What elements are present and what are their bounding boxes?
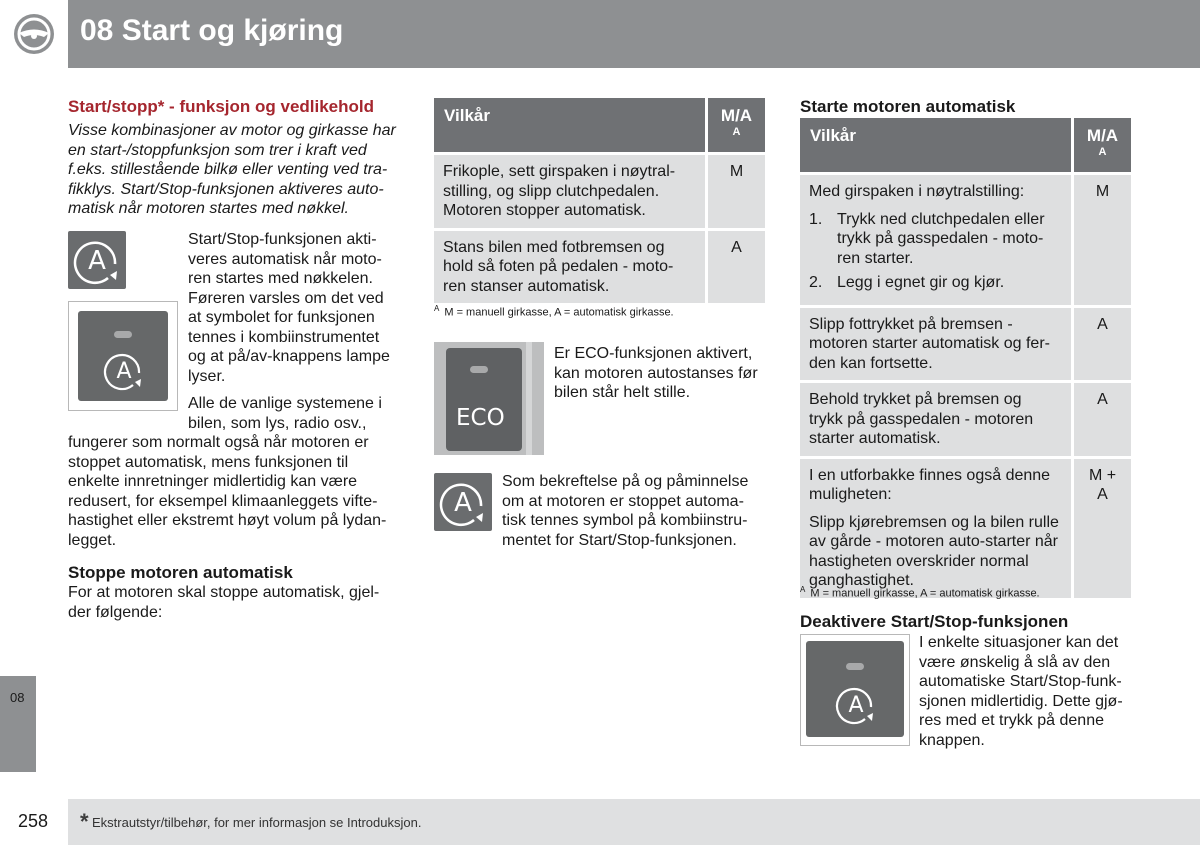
button-lamp-indicator <box>846 663 864 670</box>
heading-deactivate: Deaktivere Start/Stop-funksjonen <box>800 612 1069 631</box>
chapter-title: 08 Start og kjøring <box>80 14 344 47</box>
confirmation-text: Som bekreftelse på og påminnelse om at motoren er stoppet automa- tisk tennes symbol på kombiinstru- mentet for Start/Stop-funksjonen. <box>502 473 749 549</box>
start-stop-button-image <box>800 634 910 746</box>
header-condition: Vilkår <box>434 98 705 152</box>
eco-text: Er ECO-funksjonen aktivert, kan motoren autostanses før bilen står helt stille. <box>554 345 758 401</box>
table-row: Med girspaken i nøytralstilling: 1. Trykk ned clutchpedalen eller trykk på gasspedalen - moto- ren starter. 2. Legg i egnet gir og kjør. M <box>800 175 1131 305</box>
heading-stop-engine: Stoppe motoren automatisk <box>68 563 293 582</box>
header-ma: M/A A <box>1071 118 1131 172</box>
header-condition: Vilkår <box>800 118 1071 172</box>
svg-text:A: A <box>88 246 106 276</box>
systems-paragraph: fungerer som normalt også når motoren er stoppet automatisk, mens funksjonen til enkelte innretninger midlertidig kan være redusert, for eksempel klimaanleggets vifte- hastighet eller ekstremt høyt volum på lydan- legget. <box>68 434 387 549</box>
activation-paragraph: Start/Stop-funksjonen akti- veres automatisk når moto- ren startes med nøkkelen. Føreren varsles om det ved at symbolet for funksjonen tennes i kombiinstrumentet og at på/av-knappens lampe lyser. <box>188 231 390 385</box>
chapter-icon-box <box>0 0 68 68</box>
table-row: Behold trykket på bremsen og trykk på gasspedalen - motoren starter automatisk. A <box>800 383 1131 456</box>
table-header-row <box>800 118 1131 172</box>
footer-note: Ekstrautstyr/tilbehør, for mer informasjon se Introduksjon. <box>92 815 422 830</box>
eco-lamp-indicator <box>470 366 488 373</box>
deactivate-text: I enkelte situasjoner kan det være ønskelig å slå av den automatiske Start/Stop-funk- sjonen midlertidig. Dette gjø- res med et trykk på denne knappen. <box>919 634 1123 749</box>
table-footnote: $^A$ M = manuell girkasse, A = automatisk girkasse. <box>800 585 1040 600</box>
start-stop-button-image <box>68 301 178 411</box>
auto-start-stop-symbol-icon <box>68 231 126 289</box>
button-lamp-indicator <box>114 331 132 338</box>
chapter-header <box>0 0 1200 68</box>
systems-paragraph-start: Alle de vanlige systemene i bilen, som lys, radio osv., <box>188 395 382 432</box>
start-conditions-table <box>800 115 1131 601</box>
auto-start-stop-button-symbol-icon <box>833 681 879 727</box>
chapter-side-tab <box>0 676 36 772</box>
eco-button-image <box>434 342 544 455</box>
table-row: Slipp fottrykket på bremsen - motoren starter automatisk og fer- den kan fortsette. A <box>800 308 1131 381</box>
table-row: Frikople, sett girspaken i nøytral- stilling, og slipp clutchpedalen. Motoren stopper automatisk. M <box>434 155 765 228</box>
section-title-start-stop: Start/stopp* - funksjon og vedlikehold <box>68 97 375 116</box>
stop-conditions-table <box>434 95 765 306</box>
page-number: 258 <box>18 811 49 831</box>
heading-start-engine: Starte motoren automatisk <box>800 97 1016 116</box>
footer-asterisk: * <box>80 809 89 834</box>
auto-start-stop-button-symbol-icon <box>101 347 147 393</box>
eco-label: ECO <box>456 405 505 431</box>
side-tab-label: 08 <box>10 690 25 705</box>
table-header-row <box>434 98 765 152</box>
steering-wheel-icon <box>12 12 56 56</box>
intro-paragraph: Visse kombinasjoner av motor og girkasse har en start-/stoppfunksjon som trer i kraft ved f.eks. stillestående bilkø eller venting ved tra- fikklys. Start/Stop-funksjonen aktiveres auto- matisk når motoren startes med nøkkel. <box>68 122 396 217</box>
table-row: Stans bilen med fotbremsen og hold så foten på pedalen - moto- ren stanser automatisk. A <box>434 231 765 304</box>
header-ma: M/A A <box>705 98 765 152</box>
svg-text:A: A <box>116 359 132 384</box>
svg-text:A: A <box>848 693 864 718</box>
table-row: I en utforbakke finnes også denne muligheten: Slipp kjørebremsen og la bilen rulle av gårde - motoren auto-starter når hastigheten overskrider normal ganghastighet. M + A <box>800 459 1131 598</box>
auto-start-stop-symbol-icon <box>434 473 492 531</box>
table-footnote: $^A$ M = manuell girkasse, A = automatisk girkasse. <box>434 304 674 319</box>
stop-engine-text: For at motoren skal stoppe automatisk, gjel- der følgende: <box>68 584 380 621</box>
svg-text:A: A <box>454 488 472 518</box>
